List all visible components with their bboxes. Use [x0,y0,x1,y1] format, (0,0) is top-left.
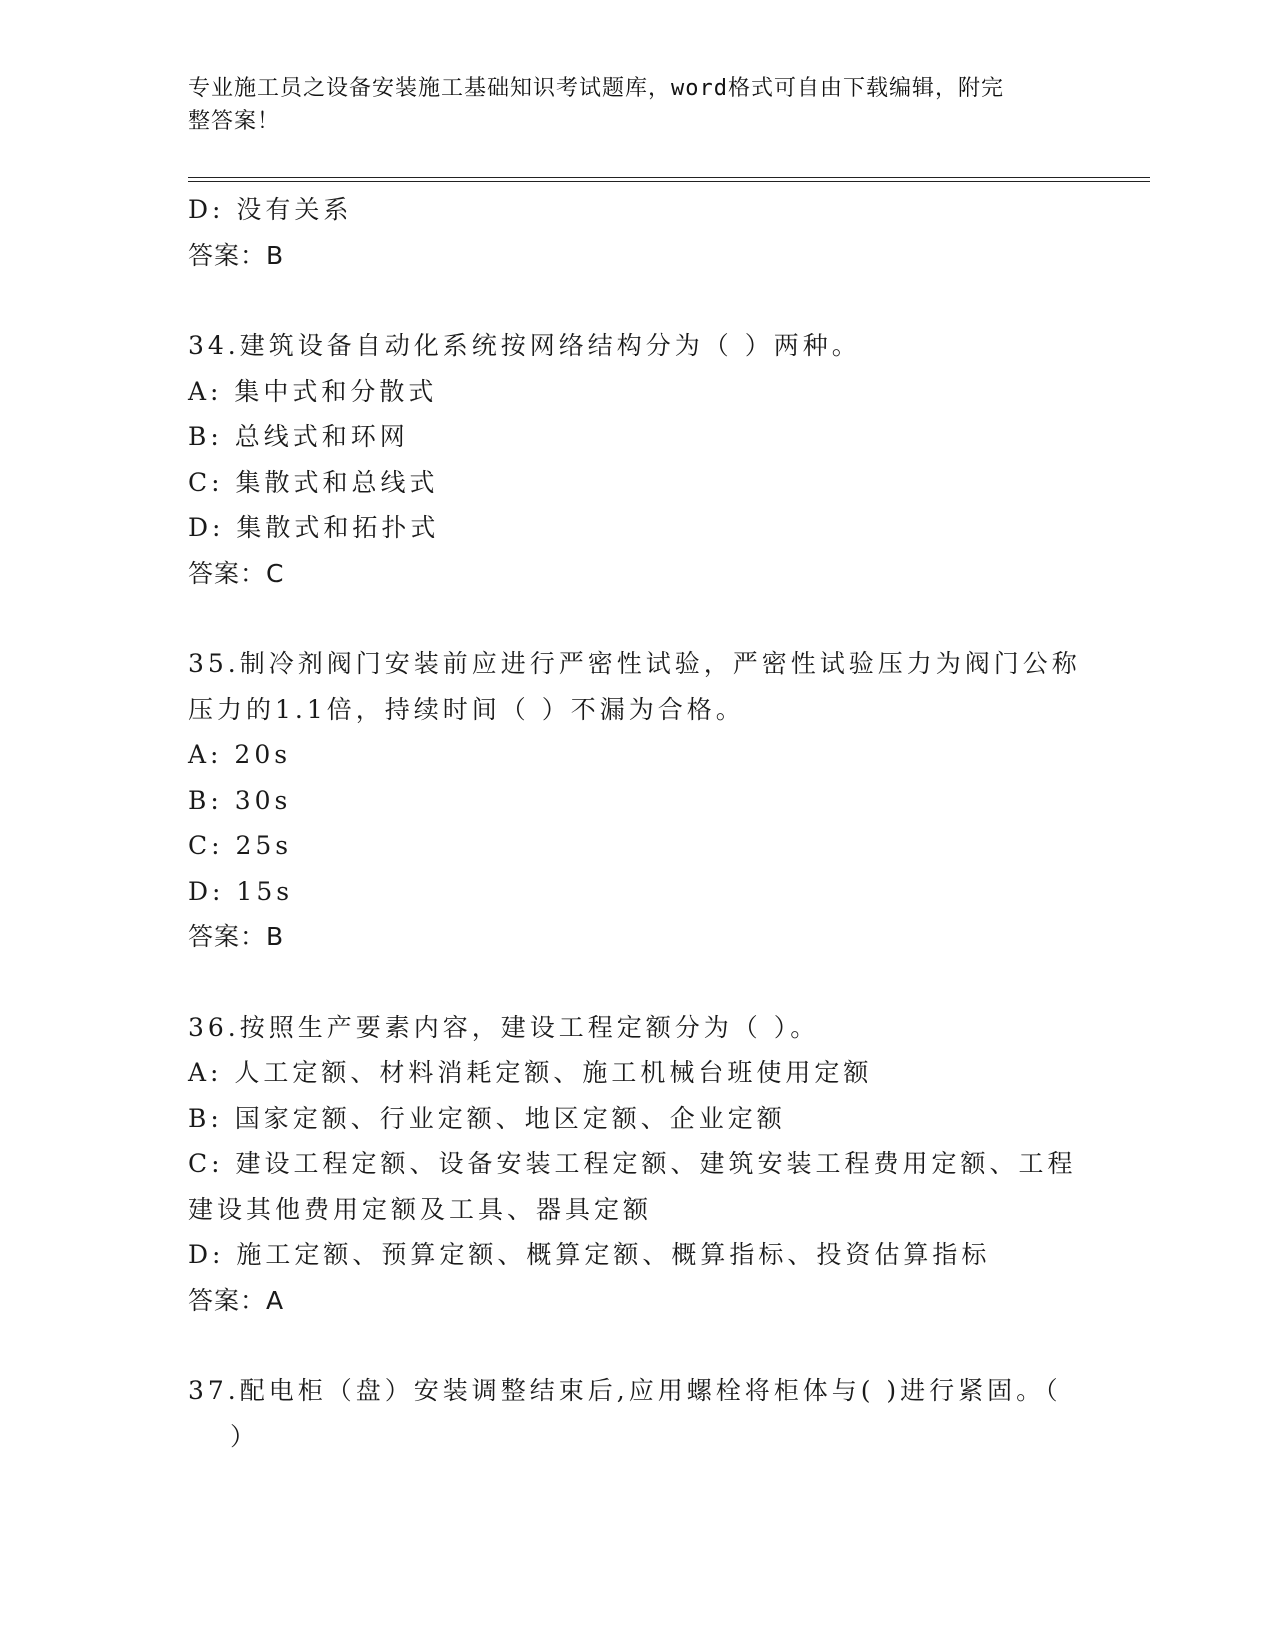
option-a: A: 集中式和分散式 [188,376,438,406]
question-34 [188,323,1068,596]
question-list [188,187,1081,1459]
spacer [188,1323,1068,1368]
question-stem-line-2: 压力的1.1倍，持续时间（ ）不漏为合格。 [188,694,745,724]
question-stem-line-2: ） [230,1421,260,1451]
previous-question-tail [188,187,1068,278]
document-header [188,72,1068,138]
document-page [188,0,1148,1650]
question-stem-line-1: 37.配电柜（盘）安装调整结束后,应用螺栓将柜体与( )进行紧固。（ [188,1376,1062,1405]
question-37 [188,1368,1068,1459]
option-a: A: 人工定额、材料消耗定额、施工机械台班使用定额 [188,1058,873,1087]
question-36 [188,1005,1077,1324]
option-d: D: 15s [188,876,294,906]
option-a: A: 20s [188,740,292,769]
option-b: B: 总线式和环网 [188,422,409,451]
answer-line: 答案：B [188,240,285,270]
option-b: B: 30s [188,785,292,815]
header-divider [188,177,1150,182]
question-stem-line-1: 35.制冷剂阀门安装前应进行严密性试验，严密性试验压力为阀门公称 [188,649,1081,678]
answer-line: 答案：A [188,1285,285,1315]
option-c-line-1: C: 建设工程定额、设备安装工程定额、建筑安装工程费用定额、工程 [188,1149,1077,1178]
question-35 [188,641,1081,960]
option-c-line-2: 建设其他费用定额及工具、器具定额 [188,1194,653,1224]
spacer [188,596,1068,641]
spacer [188,960,1068,1005]
question-stem: 34.建筑设备自动化系统按网络结构分为（ ）两种。 [188,331,861,360]
option-c: C: 集散式和总线式 [188,467,439,497]
answer-line: 答案：C [188,558,285,588]
header-line-1: 专业施工员之设备安装施工基础知识考试题库，word格式可自由下载编辑，附完 [188,76,1004,101]
option-d: D: 集散式和拓扑式 [188,513,440,542]
spacer [188,278,1068,323]
question-stem: 36.按照生产要素内容，建设工程定额分为（ ）。 [188,1012,820,1042]
option-d: D: 没有关系 [188,195,353,224]
option-c: C: 25s [188,831,293,860]
header-line-2: 整答案！ [188,109,281,134]
option-d: D: 施工定额、预算定额、概算定额、概算指标、投资估算指标 [188,1240,991,1269]
answer-line: 答案：B [188,922,285,951]
option-b: B: 国家定额、行业定额、地区定额、企业定额 [188,1103,786,1133]
